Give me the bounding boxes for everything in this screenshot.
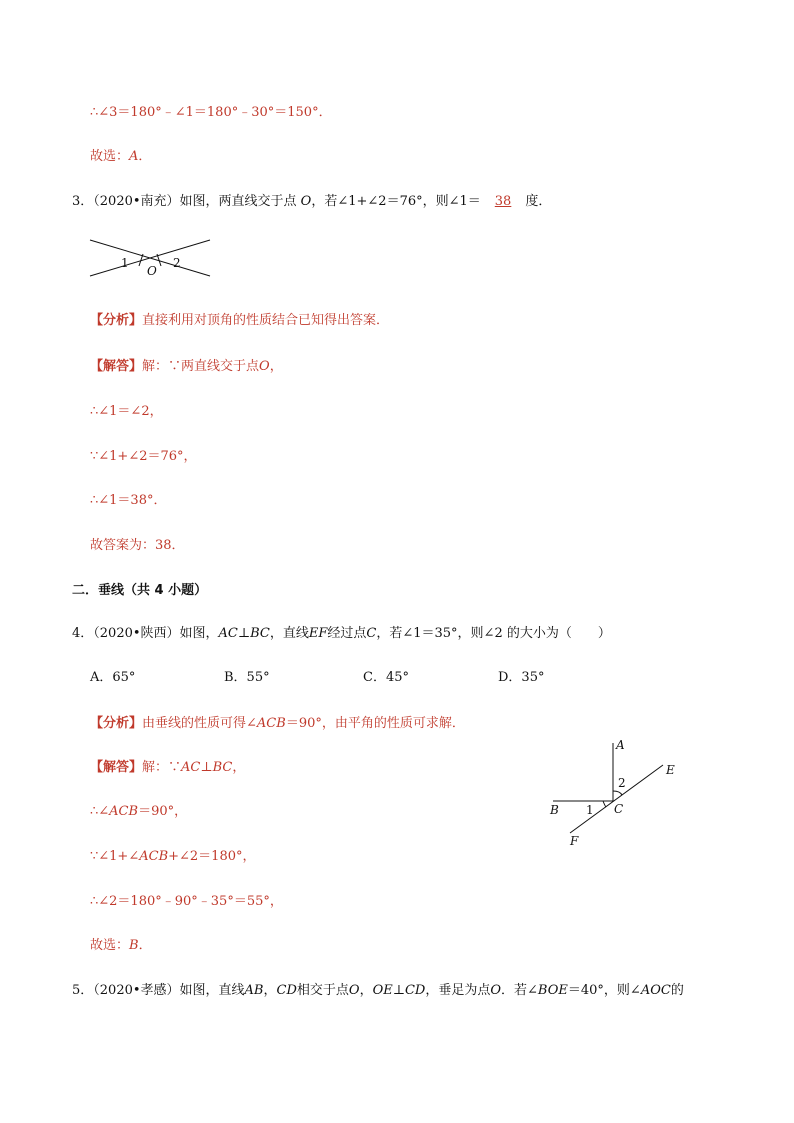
q3-label-o: O <box>147 264 157 278</box>
q4-option-b: B．55° <box>224 670 270 685</box>
q4-angle-arc-1 <box>603 801 606 807</box>
select-prefix: 故选： <box>90 149 130 164</box>
q5-cd: CD <box>276 983 297 998</box>
q4-solution-4: ∴∠2＝180°﹣90°﹣35°＝55°， <box>90 894 283 909</box>
q4-sol-line3-acb: ACB <box>139 849 169 864</box>
q3-sol-line1-point: O <box>259 359 270 374</box>
q4-angle-arc-2 <box>613 791 622 795</box>
q5-o2: O <box>490 983 502 998</box>
q5-o: O <box>348 983 360 998</box>
q5-stem-a: 5．（2020•孝感）如图，直线 <box>72 983 245 998</box>
q4-label-f: F <box>570 834 579 848</box>
q4-select <box>90 937 152 955</box>
q3-label-1: 1 <box>121 256 129 270</box>
q4-solution-lead: 解：∵ <box>142 760 182 775</box>
q3-solution-2: ∴∠1＝∠2， <box>90 404 163 419</box>
q4-sol-line2-b: ＝90°， <box>138 804 188 819</box>
q5-comma2: ， <box>359 983 373 998</box>
q4-label-c: C <box>614 802 624 816</box>
select-value: A <box>129 149 139 164</box>
select-value: B <box>129 938 139 953</box>
prev-select <box>90 148 151 166</box>
q3-point: O <box>300 194 312 209</box>
q5-boe: BOE <box>537 983 568 998</box>
solution-tag: 【解答】 <box>90 359 143 374</box>
q4-ef: EF <box>308 626 328 641</box>
q4-figure <box>545 735 705 855</box>
q3-final: 故答案为：38． <box>90 538 185 553</box>
q4-analysis-acb: ACB <box>256 716 286 731</box>
q5-ab: AB <box>244 983 264 998</box>
select-suffix: ． <box>138 149 152 164</box>
q3-label-2: 2 <box>173 256 181 270</box>
q4-stem-a: 4．（2020•陕西）如图， <box>72 626 219 641</box>
analysis-tag: 【分析】 <box>90 716 143 731</box>
q5-stem-c: ，垂足为点 <box>425 983 491 998</box>
q3-stem-a: 3．（2020•南充）如图，两直线交于点 <box>72 194 297 209</box>
analysis-tag: 【分析】 <box>90 313 143 328</box>
q3-stem-b: ，若∠1+∠2＝76°，则∠1＝ <box>311 194 481 209</box>
q4-sol-line2-a: ∴∠ <box>90 804 110 819</box>
q4-option-a: A．65° <box>90 670 136 685</box>
q4-ac-bc: AC⊥BC <box>218 626 270 641</box>
prev-step: ∴∠3＝180°﹣∠1＝180°﹣30°＝150°． <box>90 105 332 120</box>
q3-stem-c: 度． <box>525 194 552 209</box>
q3-analysis <box>90 312 389 330</box>
q3-analysis-text: 直接利用对顶角的性质结合已知得出答案． <box>142 313 390 328</box>
q4-analysis-a: 由垂线的性质可得∠ <box>142 716 257 731</box>
q4-solution-1 <box>90 759 245 777</box>
q4-sol-line1-end: ， <box>232 760 246 775</box>
q3-solution-1 <box>90 358 283 376</box>
q4-c: C <box>366 626 377 641</box>
q4-label-a: A <box>616 738 625 752</box>
q3-solution-lead: 解： <box>142 359 169 374</box>
q4-analysis-b: ＝90°，由平角的性质可求解． <box>285 716 465 731</box>
q4-sol-line2-acb: ACB <box>109 804 139 819</box>
section-title: 二．垂线（共 4 小题） <box>72 583 208 598</box>
q3-stem <box>72 193 551 211</box>
q5-stem <box>72 982 684 1000</box>
q4-line-ef <box>570 765 663 833</box>
q4-sol-line1: AC⊥BC <box>181 760 233 775</box>
q5-aoc: AOC <box>640 983 671 998</box>
q3-figure <box>85 232 225 282</box>
q4-label-e: E <box>666 763 675 777</box>
select-suffix: ． <box>138 938 152 953</box>
q5-stem-f: 的 <box>670 983 684 998</box>
q4-stem-d: ，若∠1＝35°，则∠2 的大小为（ ） <box>376 626 611 641</box>
q3-solution-4: ∴∠1＝38°． <box>90 493 167 508</box>
q4-solution-2 <box>90 803 187 821</box>
q4-option-d: D．35° <box>498 670 545 685</box>
q3-answer-blank: 38 <box>494 194 512 209</box>
q5-stem-e: ＝40°，则∠ <box>567 983 641 998</box>
q4-option-c: C．45° <box>363 670 409 685</box>
select-prefix: 故选： <box>90 938 130 953</box>
q4-solution-3 <box>90 848 256 866</box>
q5-oe-cd: OE⊥CD <box>372 983 426 998</box>
q4-analysis <box>90 715 465 733</box>
q4-sol-line3-a: ∵∠1+∠ <box>90 849 140 864</box>
q3-sol-line1: ∵两直线交于点 <box>168 359 260 374</box>
q3-solution-3: ∵∠1+∠2＝76°， <box>90 449 197 464</box>
q4-label-1: 1 <box>586 803 594 817</box>
q4-label-b: B <box>550 803 559 817</box>
q5-stem-d: ．若∠ <box>501 983 538 998</box>
solution-tag: 【解答】 <box>90 760 143 775</box>
q5-comma1: ， <box>263 983 277 998</box>
q3-sol-line1-end: ， <box>269 359 283 374</box>
q4-stem <box>72 625 611 643</box>
q4-label-2: 2 <box>618 776 626 790</box>
q5-stem-b: 相交于点 <box>296 983 349 998</box>
q4-stem-c: 经过点 <box>327 626 367 641</box>
q4-stem-b: ，直线 <box>269 626 309 641</box>
q4-sol-line3-b: +∠2＝180°， <box>168 849 256 864</box>
